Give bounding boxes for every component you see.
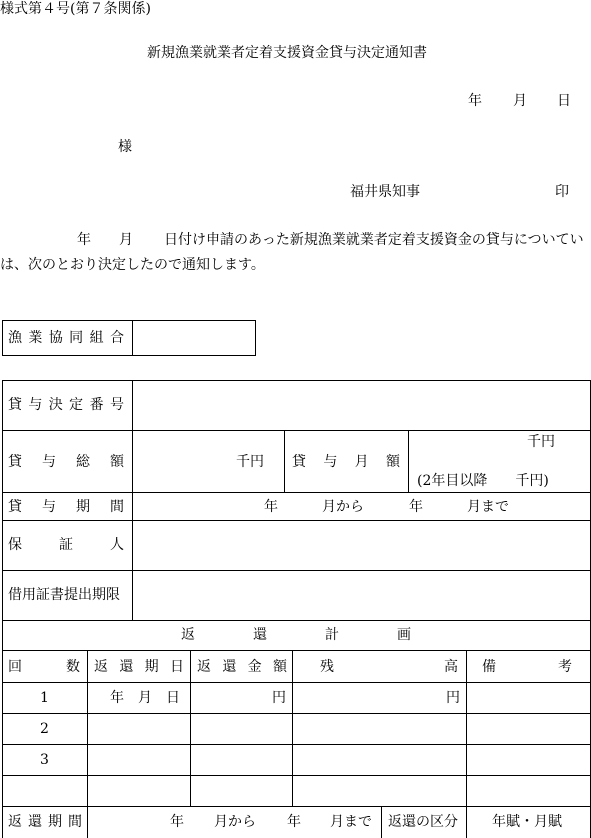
column-header-char: 期 [144,659,159,675]
total-label-char: 与 [42,454,56,470]
column-header-char: 金 [247,659,262,675]
plan-header-char: 計 [325,627,339,643]
divider [466,650,467,806]
divider [284,430,285,492]
monthly-note: (2年目以降 千円) [417,473,549,489]
cooperative-label-char: 協 [48,330,63,346]
document-title: 新規漁業就業者定着支援資金貸与決定通知書 [147,45,427,61]
decision-number-label-char: 決 [48,397,63,413]
cooperative-label [8,331,124,345]
column-header-char: 残 [320,659,334,675]
column-header-char: 返 [197,659,211,675]
row-1-no: 1 [40,690,49,706]
column-header-char: 還 [119,659,134,675]
row-3-no: 3 [40,752,49,768]
divider [2,492,591,493]
divider [2,620,591,621]
body-line1: 日付け申請のあった新規漁業就業者定着支援資金の貸与についてい [164,232,584,248]
column-header-char: 日 [169,659,184,675]
period-year-1: 年 [264,499,278,515]
repayment-type-value: 年賦・月賦 [492,814,562,830]
monthly-label-char: 額 [385,454,400,470]
row-2-no: 2 [40,721,49,737]
plan-header [181,628,411,642]
guarantor-label [8,538,124,552]
repayment-type-label: 返還の区分 [388,814,458,830]
divider [292,650,293,806]
decision-number-label [8,398,124,412]
col-count [8,660,80,674]
guarantor-label-char: 保 [8,537,22,553]
row-1-date: 年 月 日 [110,690,180,706]
column-header-char: 備 [482,659,496,675]
period-label-char: 期 [76,499,90,515]
footer-label-char: 間 [68,814,82,830]
divider [190,650,191,806]
period-label [8,500,124,514]
total-label-char: 貸 [8,454,22,470]
deadline-label: 借用証書提出期限 [8,587,120,603]
date-month: 月 [513,93,527,109]
decision-number-label-char: 番 [89,397,104,413]
footer-label-char: 返 [8,814,22,830]
footer-year-2: 年 [287,814,301,830]
cooperative-label-char: 組 [89,330,104,346]
form-number: 様式第４号(第７条関係) [0,1,151,17]
decision-number-label-char: 定 [69,397,84,413]
decision-number-label-char: 号 [109,397,124,413]
column-header-char: 考 [558,659,572,675]
decision-number-label-char: 貸 [8,397,22,413]
divider [2,775,591,776]
col-notes [482,660,572,674]
col-date [94,660,184,674]
footer-label [8,815,82,829]
date-year: 年 [468,93,482,109]
cooperative-label-char: 業 [28,330,43,346]
date-day: 日 [557,93,571,109]
divider [381,806,382,838]
divider [408,430,409,492]
guarantor-label-char: 人 [110,537,124,553]
divider [87,806,88,838]
monthly-label-char: 月 [354,454,369,470]
period-until: 月まで [467,499,509,515]
row-1-amount-unit: 円 [272,690,286,706]
monthly-label-char: 貸 [292,454,306,470]
divider [2,713,591,714]
col-balance [320,660,458,674]
total-label [8,455,124,469]
footer-label-char: 期 [48,814,62,830]
divider [2,570,591,571]
decision-number-label-char: 与 [28,397,43,413]
divider [132,380,133,620]
divider [2,806,591,807]
cooperative-label-char: 合 [109,330,124,346]
body-line2: は、次のとおり決定したので通知します。 [0,257,265,273]
divider [2,650,591,651]
issuer-seal: 印 [555,184,569,200]
column-header-char: 返 [94,659,108,675]
period-from: 月から [322,499,364,515]
column-header-char: 還 [222,659,237,675]
divider [2,520,591,521]
footer-label-char: 還 [28,814,42,830]
divider [87,650,88,806]
divider [2,744,591,745]
divider [2,682,591,683]
column-header-char: 額 [272,659,287,675]
total-label-char: 額 [110,454,124,470]
body-month: 月 [119,232,133,248]
divider [466,806,467,838]
period-label-char: 与 [42,499,56,515]
period-label-char: 貸 [8,499,22,515]
total-label-char: 総 [76,454,90,470]
plan-header-char: 画 [397,627,411,643]
divider [132,320,133,356]
cooperative-label-char: 漁 [8,330,22,346]
total-unit: 千円 [236,454,264,470]
footer-year-1: 年 [170,814,184,830]
column-header-char: 高 [444,659,458,675]
column-header-char: 回 [8,659,22,675]
monthly-unit: 千円 [527,434,555,450]
issuer-name: 福井県知事 [350,184,420,200]
body-year: 年 [77,232,91,248]
row-1-balance-unit: 円 [446,690,460,706]
divider [2,430,591,431]
footer-from: 月から [214,814,256,830]
col-amount [197,660,287,674]
loan-table [2,380,591,838]
monthly-label-char: 与 [323,454,338,470]
cooperative-label-char: 同 [69,330,84,346]
period-year-2: 年 [409,499,423,515]
footer-until: 月まで [330,814,372,830]
addressee-suffix: 様 [118,139,132,155]
monthly-label [292,455,400,469]
column-header-char: 数 [66,659,80,675]
guarantor-label-char: 証 [59,537,73,553]
plan-header-char: 還 [253,627,267,643]
period-label-char: 間 [110,499,124,515]
plan-header-char: 返 [181,627,195,643]
